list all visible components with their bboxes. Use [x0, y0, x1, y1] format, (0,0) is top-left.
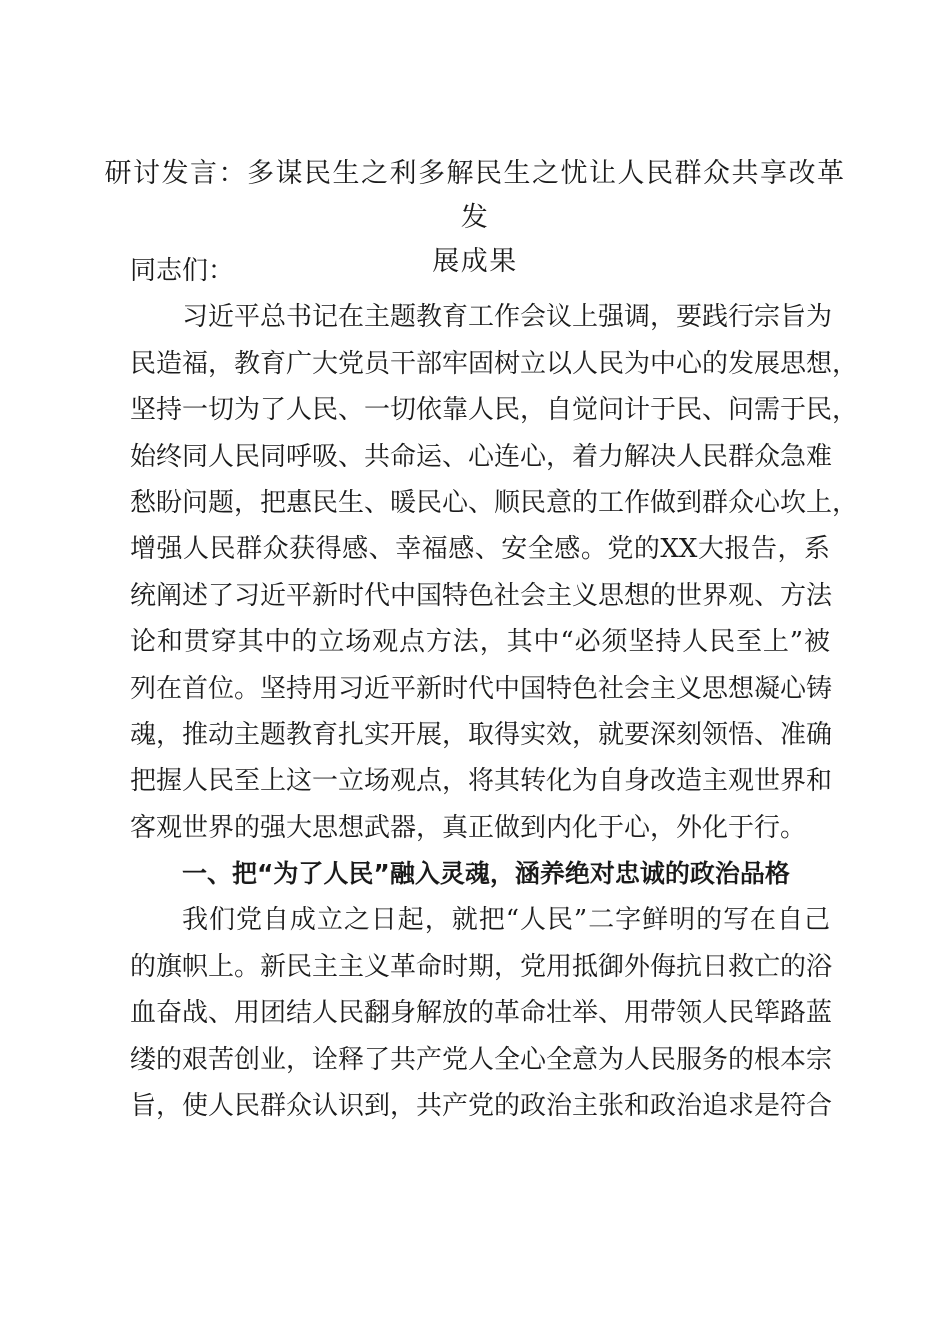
- title-line-2: 展成果: [432, 246, 518, 277]
- paragraph-1-line: 把握人民至上这一立场观点，将其转化为自身改造主观世界和: [130, 766, 833, 797]
- paragraph-2-line: 缕的艰苦创业，诠释了共产党人全心全意为人民服务的根本宗: [130, 1044, 833, 1075]
- paragraph-1-line: 客观世界的强大思想武器，真正做到内化于心，外化于行。: [130, 812, 807, 843]
- document-body: [130, 248, 859, 1129]
- paragraph-1-line: 增强人民群众获得感、幸福感、安全感。党的XX大报告，系: [130, 534, 830, 565]
- paragraph-1-line: 统阐述了习近平新时代中国特色社会主义思想的世界观、方法: [130, 580, 833, 611]
- paragraph-1-line: 愁盼问题，把惠民生、暖民心、顺民意的工作做到群众心坎上，: [130, 487, 859, 518]
- paragraph-1-line: 坚持一切为了人民、一切依靠人民，自觉问计于民、问需于民，: [130, 395, 859, 426]
- paragraph-2-line: 血奋战、用团结人民翻身解放的革命壮举、用带领人民筚路蓝: [130, 998, 833, 1029]
- salutation: 同志们：: [130, 256, 235, 286]
- paragraph-2-line: 的旗帜上。新民主主义革命时期，党用抵御外侮抗日救亡的浴: [130, 951, 833, 982]
- paragraph-1-line: 民造福，教育广大党员干部牢固树立以人民为中心的发展思想，: [130, 348, 859, 379]
- paragraph-1-line: 列在首位。坚持用习近平新时代中国特色社会主义思想凝心铸: [130, 673, 833, 704]
- paragraph-2-line: 旨，使人民群众认识到，共产党的政治主张和政治追求是符合: [130, 1091, 833, 1122]
- section-heading-1: 一、把“为了人民”融入灵魂，涵养绝对忠诚的政治品格: [182, 859, 790, 889]
- paragraph-1-line: 始终同人民同呼吸、共命运、心连心，着力解决人民群众急难: [130, 441, 833, 472]
- paragraph-1-line: 论和贯穿其中的立场观点方法，其中“必须坚持人民至上”被: [130, 627, 830, 658]
- paragraph-1-line: 魂，推动主题教育扎实开展，取得实效，就要深刻领悟、准确: [130, 719, 833, 750]
- paragraph-1-line: 习近平总书记在主题教育工作会议上强调，要践行宗旨为: [182, 302, 833, 333]
- paragraph-2-line: 我们党自成立之日起，就把“人民”二字鲜明的写在自己: [182, 905, 830, 936]
- title-line-1: 研讨发言：多谋民生之利多解民生之忧让人民群众共享改革发: [104, 158, 846, 233]
